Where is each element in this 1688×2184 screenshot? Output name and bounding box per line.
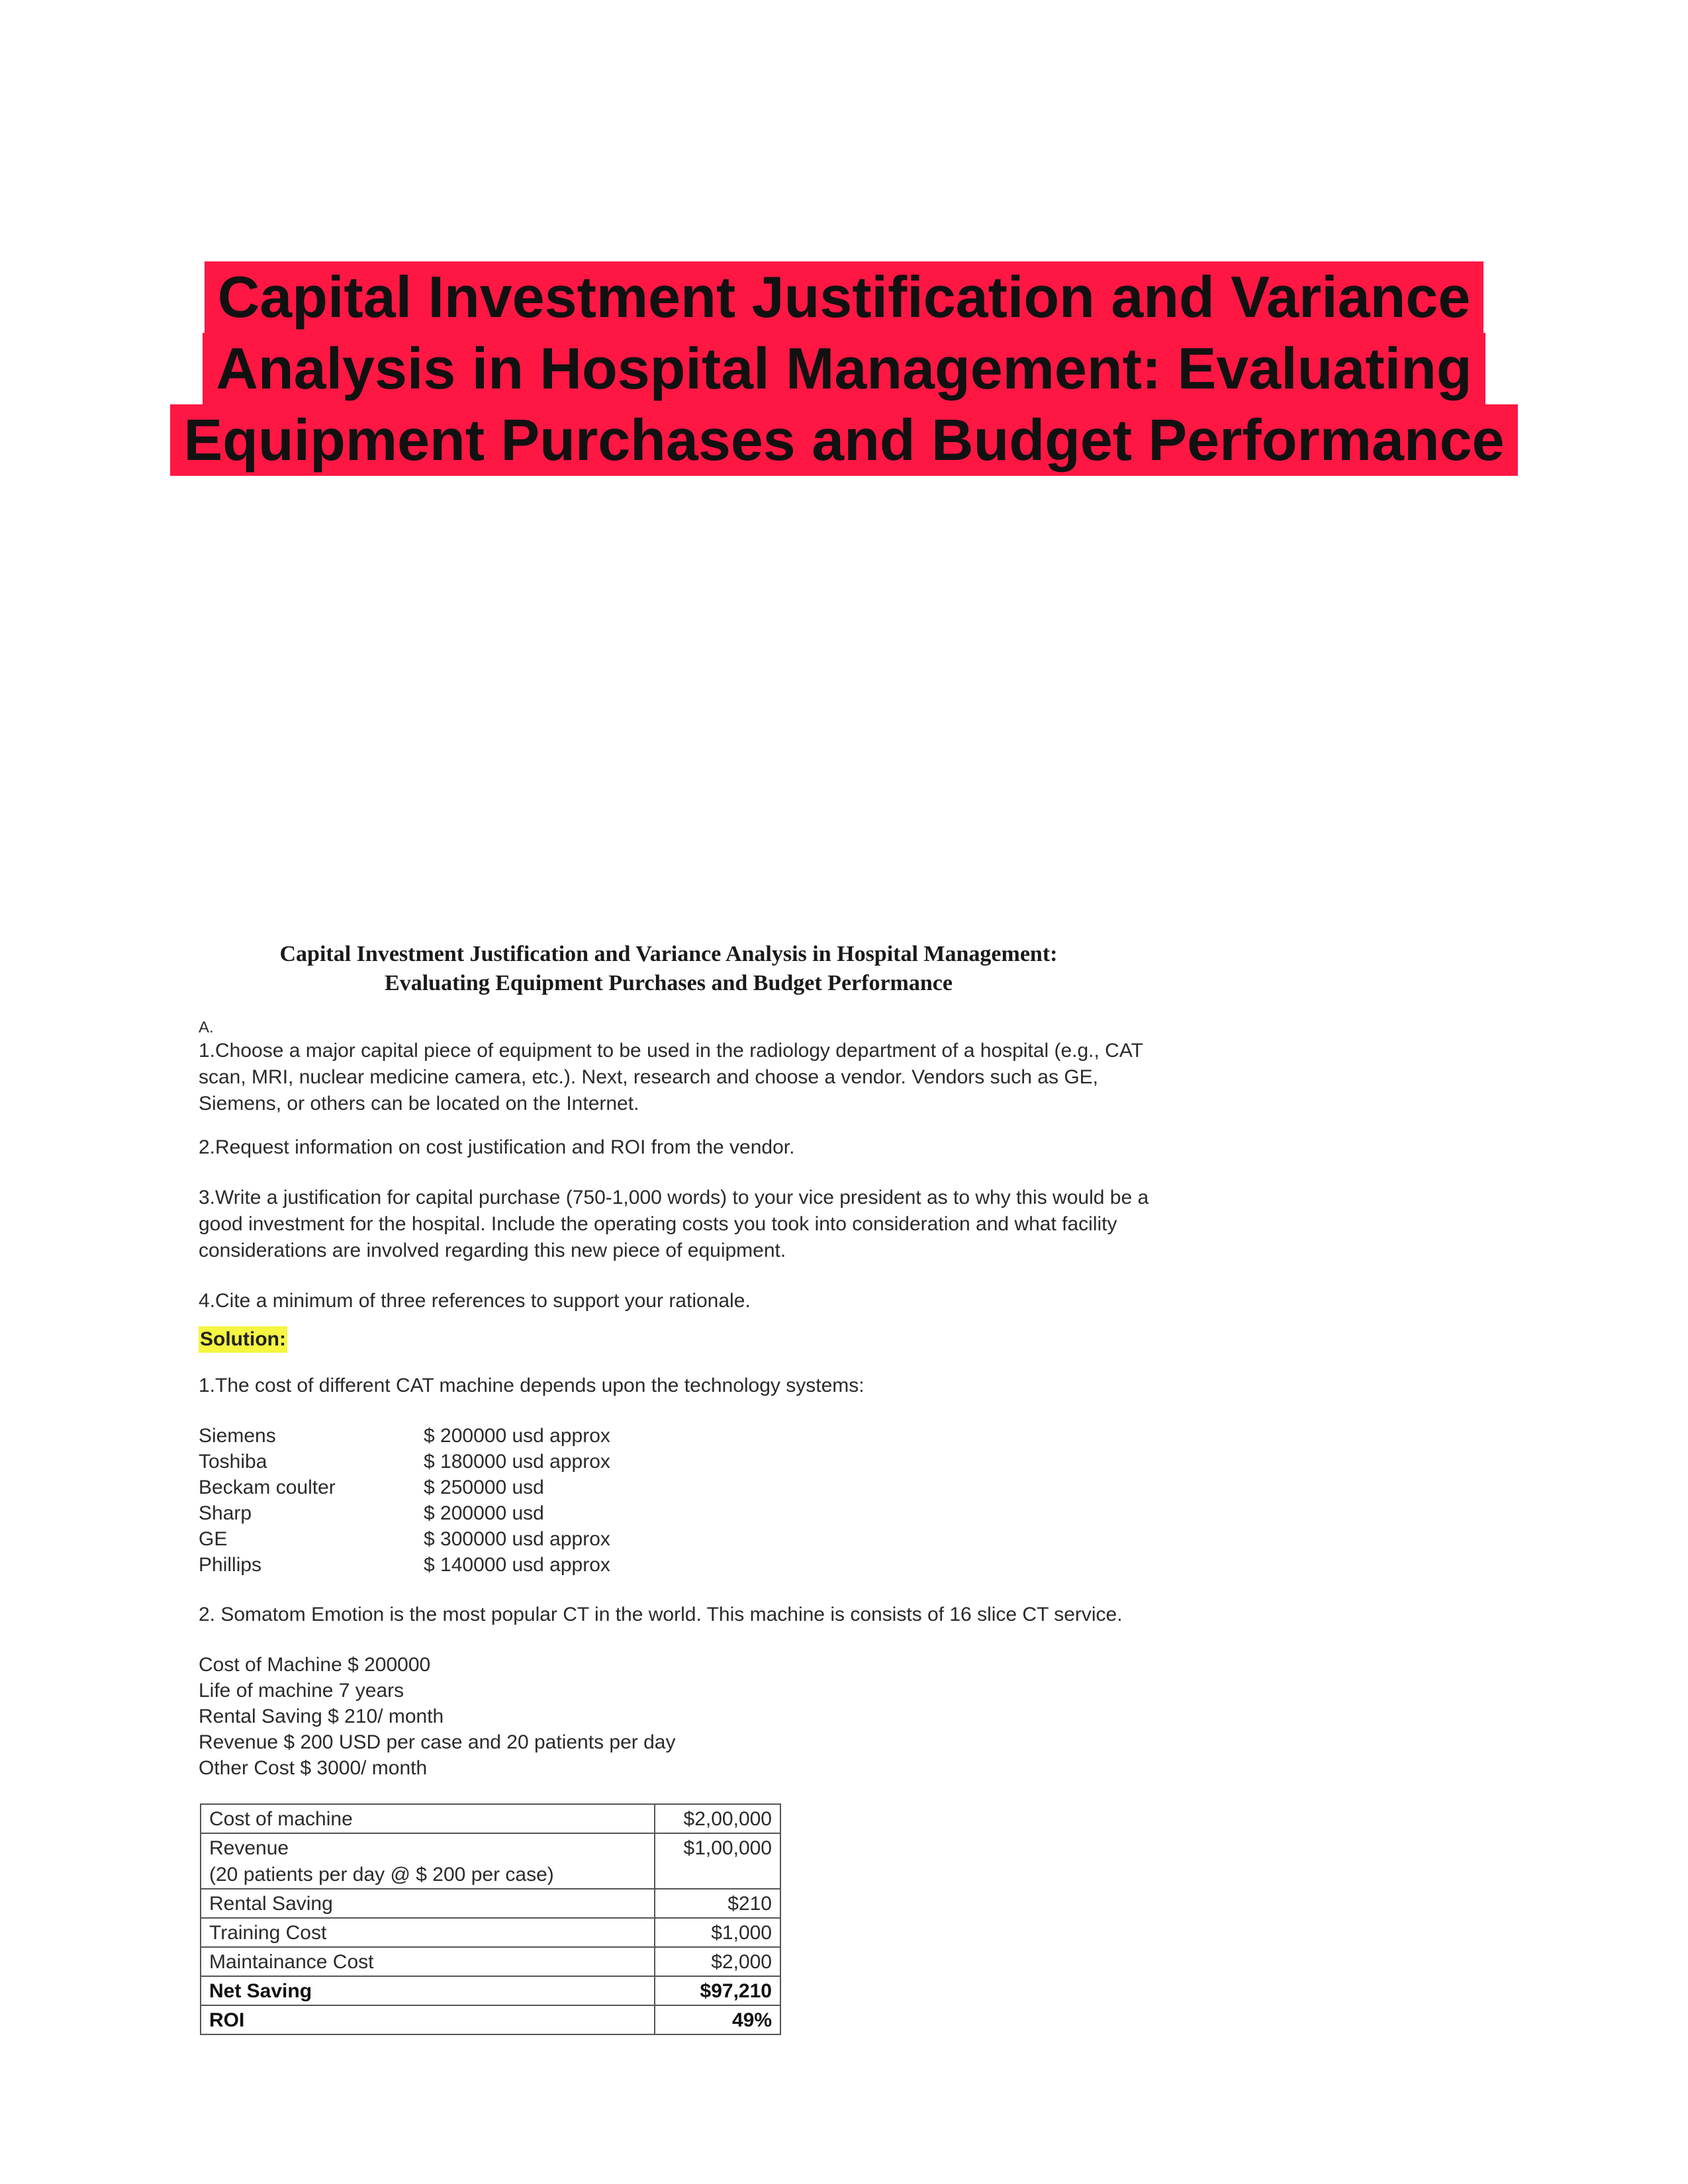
table-cell-value: $2,00,000 [655, 1804, 780, 1833]
vendor-name: Phillips [199, 1554, 262, 1576]
fact-line: Cost of Machine $ 200000 [199, 1654, 431, 1676]
table-row [201, 1947, 780, 1976]
vendor-price: $ 180000 usd approx [424, 1451, 610, 1473]
table-row [201, 1804, 780, 1833]
vendor-price: $ 250000 usd [424, 1477, 544, 1498]
vendor-price: $ 140000 usd approx [424, 1554, 610, 1576]
fact-line: Revenue $ 200 USD per case and 20 patients per day [199, 1731, 676, 1753]
table-cell-label [201, 1833, 655, 1889]
banner-line-3: Equipment Purchases and Budget Performance [170, 404, 1517, 476]
question-4: 4.Cite a minimum of three references to support your rationale. [199, 1290, 751, 1312]
table-cell-label: Training Cost [201, 1918, 655, 1947]
table-cell-label: Cost of machine [201, 1804, 655, 1833]
fact-line: Rental Saving $ 210/ month [199, 1706, 444, 1727]
table-cell-label: Net Saving [201, 1976, 655, 2005]
question-2: 2.Request information on cost justification and ROI from the vendor. [199, 1136, 795, 1158]
solution-2: 2. Somatom Emotion is the most popular CT in the world. This machine is consists of 16 slice CT service. [199, 1604, 1123, 1625]
table-row [201, 2005, 780, 2034]
table-row [201, 1833, 780, 1889]
table-cell-value: $1,000 [655, 1918, 780, 1947]
solution-label: Solution: [199, 1326, 287, 1353]
vendor-name: GE [199, 1528, 228, 1550]
table-cell-label: ROI [201, 2005, 655, 2034]
fact-line: Other Cost $ 3000/ month [199, 1757, 428, 1779]
vendor-name: Beckam coulter [199, 1477, 336, 1498]
fact-line: Life of machine 7 years [199, 1680, 404, 1702]
vendor-price: $ 200000 usd approx [424, 1425, 610, 1447]
table-cell-value: 49% [655, 2005, 780, 2034]
document-preview [199, 940, 1165, 2035]
vendor-price-list [199, 1423, 1165, 1578]
table-cell-value: $97,210 [655, 1976, 780, 2005]
solution-1: 1.The cost of different CAT machine depends upon the technology systems: [199, 1375, 865, 1396]
vendor-name: Toshiba [199, 1451, 267, 1473]
section-label: A. [199, 1019, 214, 1036]
revenue-sublabel: (20 patients per day @ $ 200 per case) [209, 1864, 554, 1886]
table-row [201, 1918, 780, 1947]
banner-line-2: Analysis in Hospital Management: Evaluating [203, 333, 1485, 404]
vendor-price: $ 200000 usd [424, 1502, 544, 1524]
question-3: 3.Write a justification for capital purchase (750-1,000 words) to your vice president as to why this would be a good investment for the hospital. Include the operating costs you took into consideration and what facility considerations are involved regarding this new piece of equipment. [199, 1187, 1149, 1261]
banner-title [0, 261, 1688, 476]
cost-table [200, 1803, 781, 2035]
table-cell-label: Rental Saving [201, 1889, 655, 1918]
document-title-line-1: Capital Investment Justification and Variance Analysis in Hospital Management: [279, 942, 1058, 966]
document-title [199, 940, 1139, 998]
banner-line-1: Capital Investment Justification and Variance [205, 261, 1484, 333]
question-1: 1.Choose a major capital piece of equipment to be used in the radiology department of a hospital (e.g., CAT scan, MRI, nuclear medicine camera, etc.). Next, research and choose a vendor. Vendors such as GE, Siemens, or others can be located on the Internet. [199, 1040, 1143, 1115]
table-cell-label: Maintainance Cost [201, 1947, 655, 1976]
vendor-name: Siemens [199, 1425, 276, 1447]
table-row [201, 1889, 780, 1918]
revenue-label: Revenue [209, 1837, 289, 1859]
table-cell-value: $1,00,000 [655, 1833, 780, 1889]
table-cell-value: $2,000 [655, 1947, 780, 1976]
machine-facts [199, 1652, 1165, 1781]
vendor-price: $ 300000 usd approx [424, 1528, 610, 1550]
document-title-line-2: Evaluating Equipment Purchases and Budget Performance [385, 971, 953, 995]
table-row [201, 1976, 780, 2005]
vendor-name: Sharp [199, 1502, 252, 1524]
table-cell-value: $210 [655, 1889, 780, 1918]
